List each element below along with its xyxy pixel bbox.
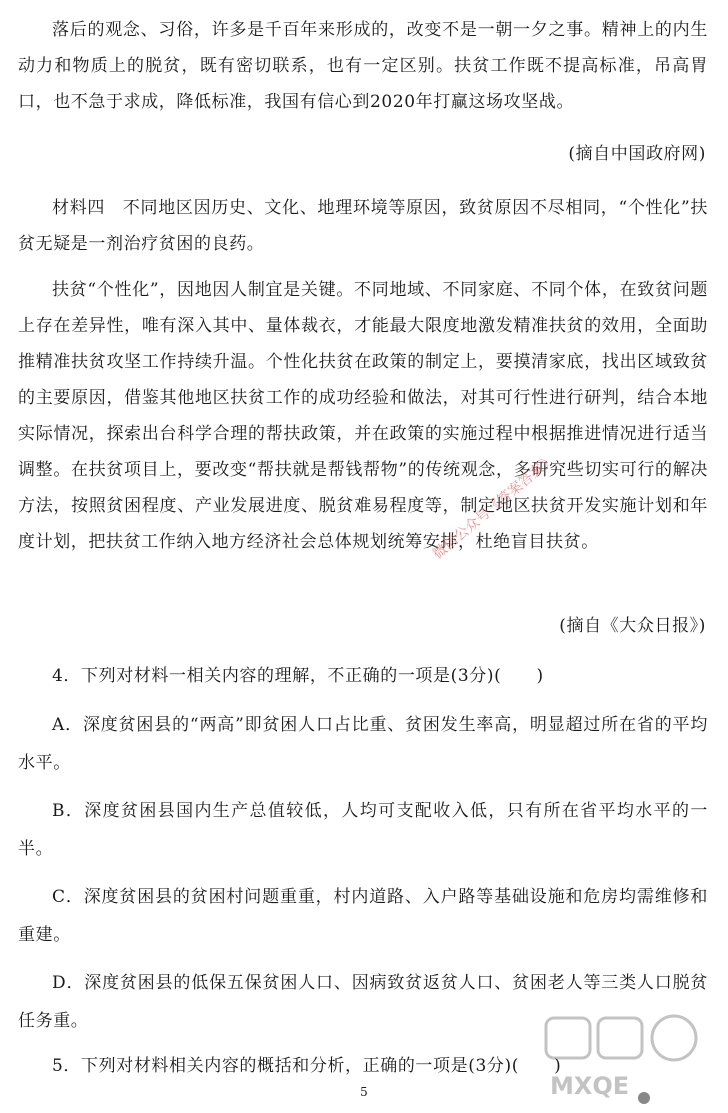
paragraph-personalized-poverty: 扶贫“个性化”，因地因人制宜是关键。不同地域、不同家庭、不同个体，在致贫问题上存在差异性，唯有深入其中、量体裁衣，才能最大限度地激发精准扶贫的效用，全面助推精准扶贫攻坚工作持续升温。个性化扶贫在政策的制定上，要摸清家底，找出区域致贫的主要原因，借鉴其他地区扶贫工作的成功经验和做法，对其可行性进行研判，结合本地实际情况，探索出台科学合理的帮扶政策，并在政策的实施过程中根据推进情况进行适当调整。在扶贫项目上，要改变“帮扶就是帮钱帮物”的传统观念，多研究些切实可行的解决方法，按照贫困程度、产业发展进度、脱贫难易程度等，制定地区扶贫开发实施计划和年度计划，把扶贫工作纳入地方经济社会总体规划统筹安排，杜绝盲目扶贫。 (18, 280, 708, 552)
page-number: 5 (360, 1085, 368, 1099)
question-4-stem: 4．下列对材料一相关内容的理解，不正确的一项是(3分)( ) (52, 666, 544, 686)
question-4-option-c: C．深度贫困县的贫困村问题重重，村内道路、入户路等基础设施和危房均需维修和重建。 (18, 887, 708, 945)
source-dazhong: (摘自《大众日报》) (559, 616, 706, 636)
question-5-stem: 5．下列对材料相关内容的概括和分析，正确的一项是(3分)( ) (52, 1056, 562, 1076)
source-gov: (摘自中国政府网) (568, 144, 706, 164)
svg-text:MXQE: MXQE (550, 1072, 630, 1100)
question-4-option-b: B．深度贫困县国内生产总值较低，人均可支配收入低，只有所在省平均水平的一半。 (18, 801, 708, 859)
watermark-text: 微信公众号《答案答案》 (429, 451, 559, 563)
question-4-option-d: D．深度贫困县的低保五保贫困人口、因病致贫返贫人口、贫困老人等三类人口脱贫任务重。 (18, 973, 708, 1031)
paragraph-material-four: 材料四 不同地区因历史、文化、地理环境等原因，致贫原因不尽相同，“个性化”扶贫无疑是一剂治疗贫困的良药。 (18, 198, 708, 254)
paragraph-intro: 落后的观念、习俗，许多是千百年来形成的，改变不是一朝一夕之事。精神上的内生动力和物质上的脱贫，既有密切联系，也有一定区别。扶贫工作既不提高标准，吊高胃口，也不急于求成，降低标准，我国有信心到2020年打赢这场攻坚战。 (18, 20, 708, 112)
question-4-option-a: A．深度贫困县的“两高”即贫困人口占比重、贫困发生率高，明显超过所在省的平均水平。 (18, 715, 708, 773)
